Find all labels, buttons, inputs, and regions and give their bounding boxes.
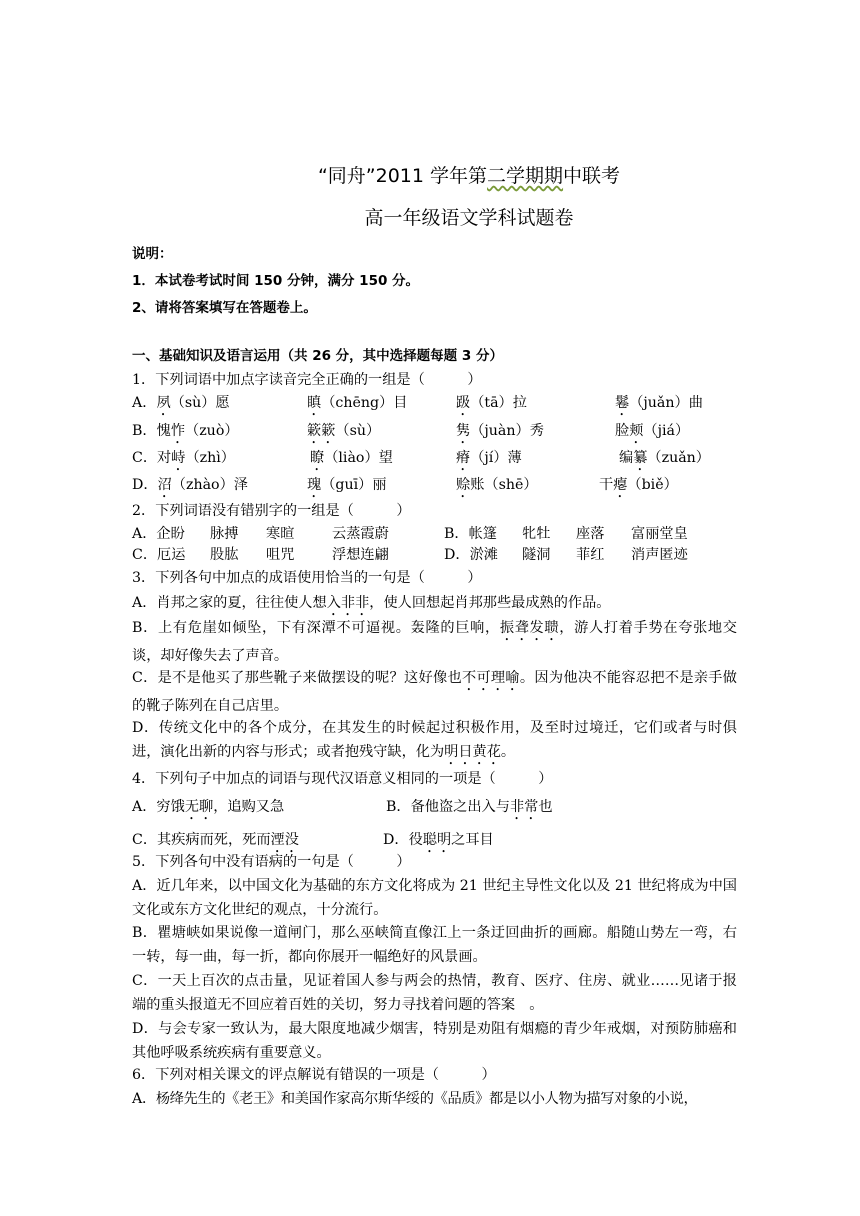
q4-stem: 4．下列句子中加点的词语与现代汉语意义相同的一项是（ ）: [132, 771, 553, 787]
title-wavy-part: 二学期期: [487, 165, 564, 187]
q6-stem: 6．下列对相关课文的评点解说有错误的一项是（ ）: [132, 1067, 496, 1083]
q1-b-4: 脸颊（jiá）: [615, 423, 690, 439]
q1-c-1: C．对峙（zhì）: [132, 450, 235, 466]
q2-word: 股肱: [210, 547, 239, 563]
q4-option-b: B．备他盗之出入与非常也: [386, 799, 553, 815]
q2-word: 牝牡: [522, 526, 551, 542]
notes-heading: 说明：: [132, 246, 173, 262]
q1-a-2: 瞋（chēng）目: [307, 395, 408, 411]
q2-word: 隧洞: [522, 547, 551, 563]
q1-a-4: 鬈（juǎn）曲: [615, 395, 703, 411]
q1-d-4: 干瘪（biě）: [599, 477, 678, 493]
q1-d-3: 赊账（shē）: [456, 477, 538, 493]
q5-option-a: A．近几年来，以中国文化为基础的东方文化将成为 21 世纪主导性文化以及 21 世纪将成为中国文化或东方文化世纪的观点，十分流行。: [132, 878, 737, 918]
q2-row-ab: [132, 524, 752, 544]
q2-word: 寒暄: [266, 526, 295, 542]
q5-option-b: B．瞿塘峡如果说像一道闸门，那么巫峡简直像江上一条迂回曲折的画廊。船随山势左一弯，右一转，每一曲，每一折，都向你展开一幅绝好的风景画。: [132, 925, 737, 965]
q5-option-c: C．一天上百次的点击量，见证着国人参与两会的热情，教育、医疗、住房、就业……见诸于报端的重头报道无不回应着百姓的关切，努力寻找着问题的答案 。: [132, 973, 737, 1013]
q1-stem: 1．下列词语中加点字读音完全正确的一组是（ ）: [132, 372, 482, 388]
q2-word: A．企盼: [132, 526, 185, 542]
notes-item-1: 1．本试卷考试时间 150 分钟，满分 150 分。: [132, 273, 420, 289]
q3-option-c: C．是不是他买了那些靴子来做摆设的呢？这好像也不可理喻。因为他决不能容忍把不是亲手做的靴子陈列在自己店里。: [132, 670, 737, 714]
q1-b-3: 隽（juàn）秀: [456, 423, 544, 439]
q2-word: 消声匿迹: [631, 547, 688, 563]
q2-word: C．厄运: [132, 547, 186, 563]
q1-row-b: [132, 421, 752, 441]
exam-subtitle: 高一年级语文学科试题卷: [364, 207, 574, 229]
q1-row-d: [132, 475, 752, 495]
q2-word: 脉搏: [210, 526, 239, 542]
section-1-heading: 一、基础知识及语言运用（共 26 分，其中选择题每题 3 分）: [132, 348, 503, 364]
q2-stem: 2．下列词语没有错别字的一组是（ ）: [132, 503, 411, 519]
q3-option-b: B．上有危崖如倾坠，下有深潭不可逼视。轰隆的巨响，振聋发聩，游人打着手势在夸张地交谈，却好像失去了声音。: [132, 620, 737, 664]
q5-option-d: D．与会专家一致认为，最大限度地减少烟害，特别是劝阻有烟瘾的青少年戒烟，对预防肺癌和其他呼吸系统疾病有重要意义。: [132, 1021, 737, 1061]
q4-option-a: A．穷饿无聊，追购又急: [132, 799, 285, 815]
q2-word: D．淤滩: [444, 547, 498, 563]
q2-row-cd: [132, 545, 752, 565]
q2-word: B．帐篷: [444, 526, 497, 542]
q2-word: 咀咒: [266, 547, 295, 563]
q3-option-d: D．传统文化中的各个成分，在其发生的时候起过积极作用，及至时过境迁，它们或者与时俱进，演化出新的内容与形式；或者抱残守缺，化为明日黄花。: [132, 720, 737, 760]
q1-d-2: 瑰（guī）丽: [307, 477, 387, 493]
q1-row-a: [132, 393, 752, 413]
q1-b-2: 簌簌（sù）: [307, 423, 381, 439]
notes-item-2: 2、请将答案填写在答题卷上。: [132, 300, 317, 316]
q2-word: 座落: [576, 526, 605, 542]
q1-row-c: [132, 448, 752, 468]
q1-b-1: B．愧怍（zuò）: [132, 423, 239, 439]
q2-word: 浮想连翩: [332, 547, 389, 563]
q1-a-3: 趿（tā）拉: [456, 395, 527, 411]
q4-option-d: D．役聪明之耳目: [383, 832, 494, 848]
q1-c-4: 编纂（zuǎn）: [619, 450, 710, 466]
q3-option-a: A．肖邦之家的夏，往往使人想入非非，使人回想起肖邦那些最成熟的作品。: [132, 595, 611, 611]
exam-title: [0, 161, 860, 188]
q3-stem: 3．下列各句中加点的成语使用恰当的一句是（ ）: [132, 570, 482, 586]
q4-option-c: C．其疾病而死，死而湮没: [132, 832, 299, 848]
q2-word: 云蒸霞蔚: [332, 526, 389, 542]
q2-word: 富丽堂皇: [631, 526, 688, 542]
q1-c-2: 瞭（liào）望: [310, 450, 393, 466]
q2-word: 菲红: [576, 547, 605, 563]
q4-row-ab: [132, 797, 752, 817]
q6-option-a: A．杨绛先生的《老王》和美国作家高尔斯华绥的《品质》都是以小人物为描写对象的小说，: [132, 1091, 698, 1107]
q5-stem: 5．下列各句中没有语病的一句是（ ）: [132, 854, 411, 870]
q1-c-3: 瘠（jí）薄: [456, 450, 522, 466]
title-part-end: 中联考: [563, 165, 621, 187]
title-part: “同舟”2011 学年第: [317, 165, 488, 187]
q1-d-1: D．沼（zhào）泽: [132, 477, 248, 493]
q4-row-cd: [132, 830, 752, 850]
q1-a-1: A．夙（sù）愿: [132, 395, 230, 411]
